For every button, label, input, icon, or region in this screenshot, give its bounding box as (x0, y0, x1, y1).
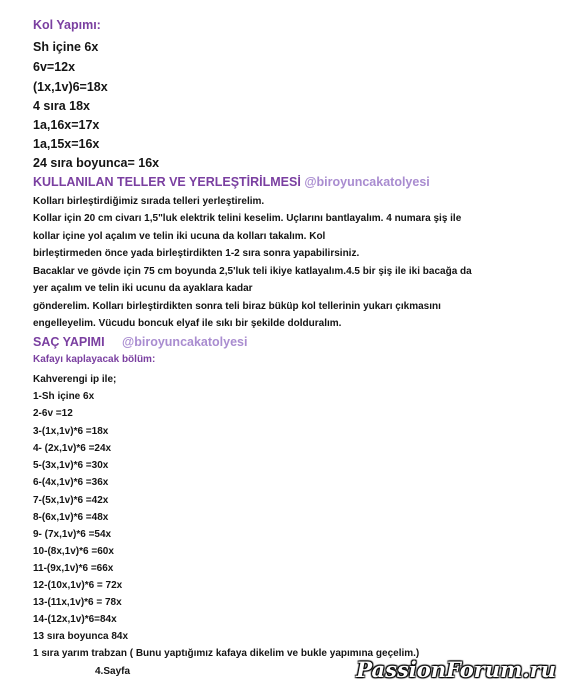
teller-line: Kolları birleştirdiğimiz sırada telleri yerleştirelim. (33, 196, 265, 207)
sac-line: 11-(9x,1v)*6 =66x (33, 563, 114, 574)
sac-line: 6-(4x,1v)*6 =36x (33, 477, 109, 488)
kol-line: 6v=12x (33, 60, 76, 74)
sac-line: 9- (7x,1v)*6 =54x (33, 529, 112, 540)
teller-title: KULLANILAN TELLER VE YERLEŞTİRİLMESİ (33, 175, 301, 189)
kol-line: 24 sıra boyunca= 16x (33, 156, 160, 170)
sac-line: 4- (2x,1v)*6 =24x (33, 443, 112, 454)
sac-line: 13-(11x,1v)*6 = 78x (33, 597, 122, 608)
sac-handle: @biroyuncakatolyesi (122, 335, 248, 349)
teller-line: Kollar için 20 cm civarı 1,5"luk elektrik telini keselim. Uçlarını bantlayalım. 4 numara şiş ile (33, 213, 462, 224)
sac-line: 10-(8x,1v)*6 =60x (33, 546, 114, 557)
teller-line: gönderelim. Kolları birleştirdikten sonra teli biraz büküp kol tellerinin yukarı çıkmasını (33, 301, 441, 312)
sac-line: 5-(3x,1v)*6 =30x (33, 460, 109, 471)
teller-heading (33, 175, 430, 189)
sac-line: 8-(6x,1v)*6 =48x (33, 512, 109, 523)
kol-line: (1x,1v)6=18x (33, 80, 108, 94)
sac-line: 1-Sh içine 6x (33, 391, 95, 402)
kol-line: 4 sıra 18x (33, 99, 90, 113)
teller-line: kollar içine yol açalım ve telin iki ucuna da kolları takalım. Kol (33, 231, 326, 242)
teller-line: engelleyelim. Vücudu boncuk elyaf ile sıkı bir şekilde dolduralım. (33, 318, 342, 329)
sac-line: 12-(10x,1v)*6 = 72x (33, 580, 123, 591)
kol-title: Kol Yapımı: (33, 18, 101, 32)
page-number: 4.Sayfa (95, 666, 131, 677)
teller-line: Bacaklar ve gövde için 75 cm boyunda 2,5'luk teli ikiye katlayalım.4.5 bir şiş ile iki bacağa da (33, 266, 472, 277)
sac-line: Kahverengi ip ile; (33, 374, 117, 385)
teller-line: birleştirmeden önce yada birleştirdikten 1-2 sıra sonra yapabilirsiniz. (33, 248, 360, 259)
sac-line: 1 sıra yarım trabzan ( Bunu yaptığımız kafaya dikelim ve bukle yapımına geçelim.) (33, 648, 420, 659)
kol-line: Sh içine 6x (33, 40, 99, 54)
sac-line: 14-(12x,1v)*6=84x (33, 614, 117, 625)
sac-line: 13 sıra boyunca 84x (33, 631, 129, 642)
sac-heading (33, 335, 247, 349)
sac-line: 3-(1x,1v)*6 =18x (33, 426, 109, 437)
teller-handle: @biroyuncakatolyesi (304, 175, 430, 189)
sac-line: 2-6v =12 (33, 408, 73, 419)
kol-line: 1a,16x=17x (33, 118, 100, 132)
sac-subtitle: Kafayı kaplayacak bölüm: (33, 354, 156, 365)
sac-title: SAÇ YAPIMI (33, 335, 105, 349)
kol-line: 1a,15x=16x (33, 137, 100, 151)
watermark: PassionForum.ru (356, 657, 556, 682)
teller-line: yer açalım ve telin iki ucunu da ayaklara kadar (33, 283, 253, 294)
sac-line: 7-(5x,1v)*6 =42x (33, 495, 109, 506)
